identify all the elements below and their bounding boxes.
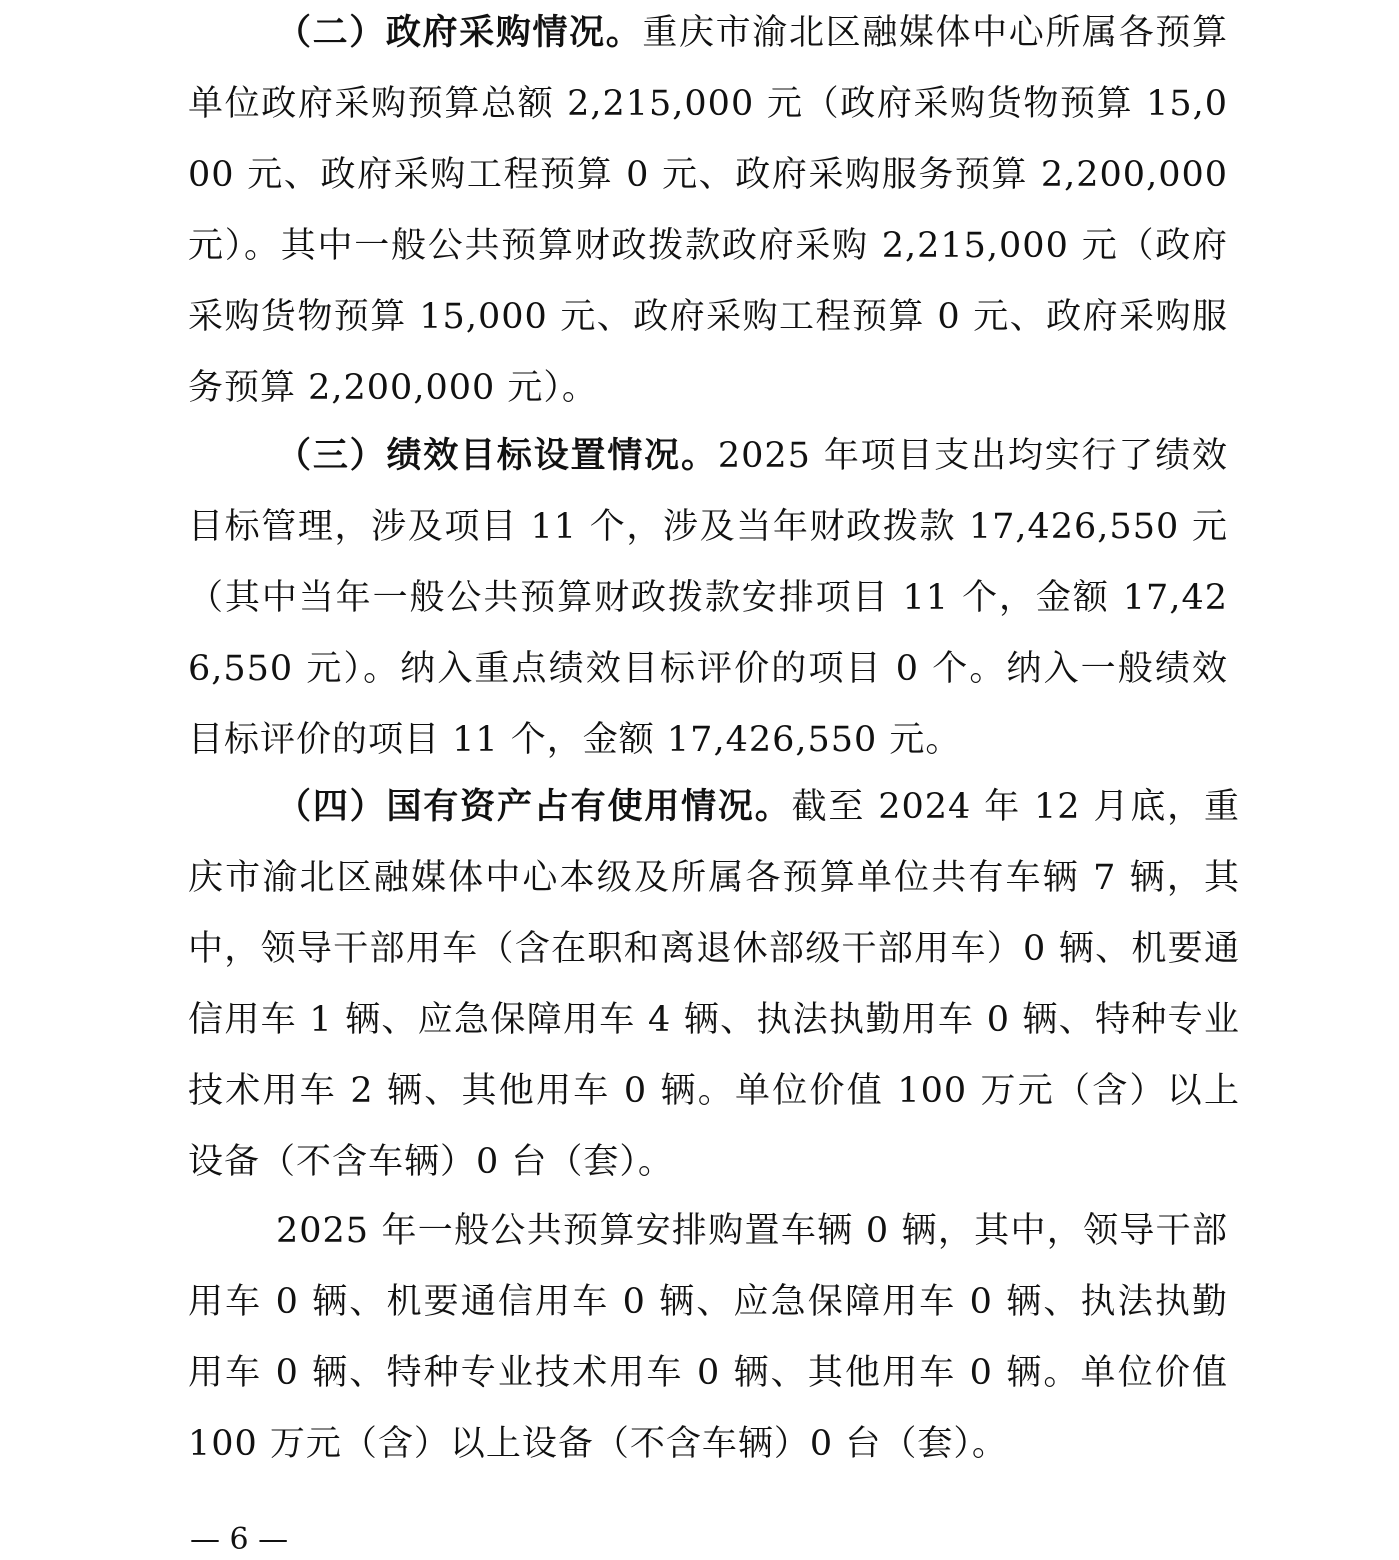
paragraph-state-assets [188, 772, 1240, 1198]
section-heading: （四）国有资产占有使用情况。 [276, 787, 792, 827]
paragraph-text: 截至 2024 年 12 月底，重庆市渝北区融媒体中心本级及所属各预算单位共有车辆 7 辆，其中，领导干部用车（含在职和离退休部级干部用车）0 辆、机要通信用车 1 辆、应急保障用车 4 辆、执法执勤用车 0 辆、特种专业技术用车 2 辆、其他用车 0 辆。单位价值 100 万元（含）以上设备（不含车辆）0 台（套）。 [188, 787, 1240, 1182]
paragraph-vehicle-purchase [188, 1196, 1228, 1480]
page-number: — 6 — [190, 1522, 289, 1557]
paragraph-text: 2025 年一般公共预算安排购置车辆 0 辆，其中，领导干部用车 0 辆、机要通信用车 0 辆、应急保障用车 0 辆、执法执勤用车 0 辆、特种专业技术用车 0 辆、其他用车 0 辆。单位价值 100 万元（含）以上设备（不含车辆）0 台（套）。 [188, 1211, 1228, 1464]
paragraph-government-procurement [188, 0, 1228, 424]
paragraph-text: 重庆市渝北区融媒体中心所属各预算单位政府采购预算总额 2,215,000 元（政府采购货物预算 15,000 元、政府采购工程预算 0 元、政府采购服务预算 2,200,000 元）。其中一般公共预算财政拨款政府采购 2,215,000 元（政府采购货物预算 15,000 元、政府采购工程预算 0 元、政府采购服务预算 2,200,000 元）。 [188, 13, 1228, 408]
paragraph-text: 2025 年项目支出均实行了绩效目标管理，涉及项目 11 个，涉及当年财政拨款 17,426,550 元（其中当年一般公共预算财政拨款安排项目 11 个，金额 17,426,550 元）。纳入重点绩效目标评价的项目 0 个。纳入一般绩效目标评价的项目 11 个，金额 17,426,550 元。 [188, 436, 1228, 760]
section-heading: （三）绩效目标设置情况。 [276, 436, 718, 476]
section-heading: （二）政府采购情况。 [276, 13, 643, 53]
paragraph-performance-targets [188, 421, 1228, 776]
